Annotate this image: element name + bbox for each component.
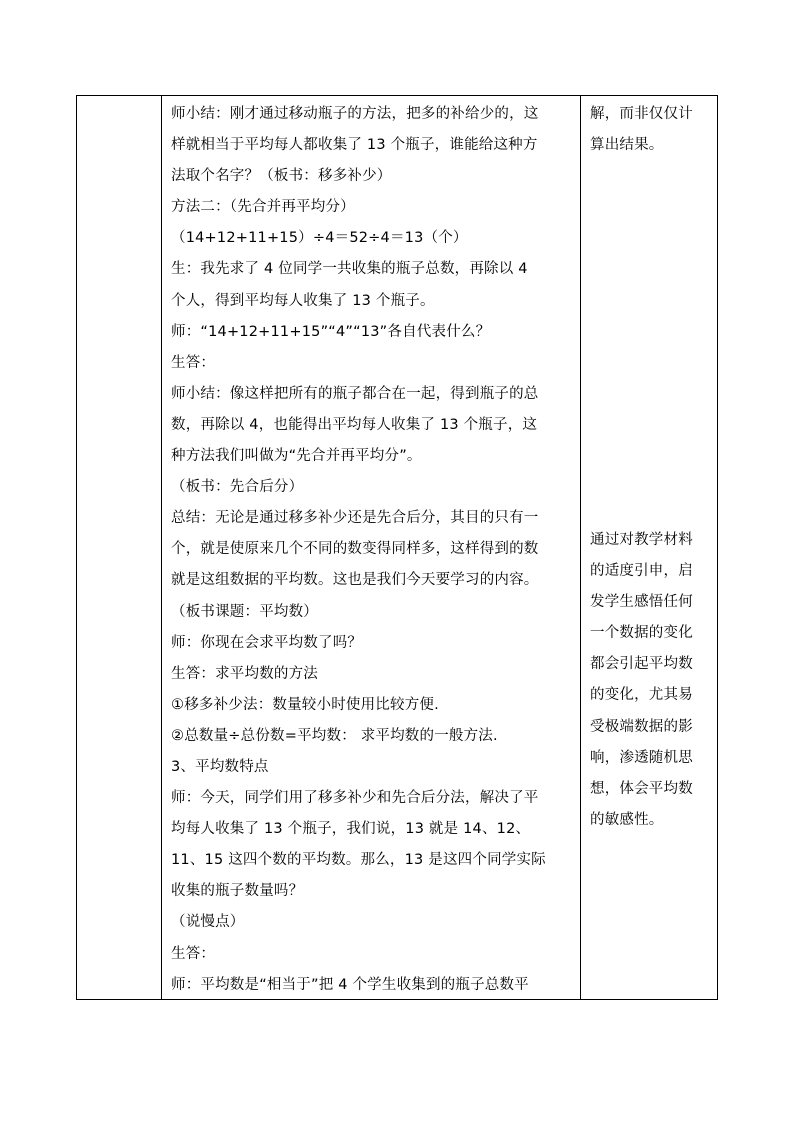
table-column-section — [77, 96, 162, 999]
design-note-top — [590, 99, 693, 161]
note-line: 受极端数据的影 — [590, 718, 693, 735]
note-line: 想，体会平均数 — [590, 780, 693, 797]
text-line: 收集的瓶子数量吗？ — [171, 883, 304, 900]
note-line: 通过对教学材料 — [590, 532, 693, 548]
text-line: ②总数量÷总份数=平均数： 求平均数的一般方法. — [171, 727, 498, 744]
text-line: 个，就是使原来几个不同的数变得同样多，这样得到的数 — [171, 541, 539, 558]
text-line: 生答：求平均数的方法 — [171, 665, 318, 682]
note-line: 都会引起平均数 — [590, 656, 693, 673]
text-line: 样就相当于平均每人都收集了 13 个瓶子，谁能给这种方 — [171, 137, 538, 154]
text-line: 师：今天，同学们用了移多补少和先合后分法，解决了平 — [171, 790, 539, 807]
table-column-teaching-process — [162, 96, 581, 999]
text-line: （说慢点） — [171, 914, 245, 931]
note-line: 算出结果。 — [590, 137, 664, 154]
text-line: 师小结：像这样把所有的瓶子都合在一起，得到瓶子的总 — [171, 385, 539, 402]
text-line: 方法二：（先合并再平均分） — [171, 199, 355, 216]
text-line: 师：你现在会求平均数了吗？ — [171, 634, 363, 651]
text-line: 数，再除以 4，也能得出平均每人收集了 13 个瓶子，这 — [171, 416, 538, 433]
design-note-middle — [590, 525, 693, 836]
note-line: 的适度引申，启 — [590, 563, 693, 580]
text-line: 生：我先求了 4 位同学一共收集的瓶子总数，再除以 4 — [171, 261, 528, 278]
note-line: 的敏感性。 — [590, 811, 664, 828]
note-line: 响，渗透随机思 — [590, 749, 693, 766]
text-line: 总结：无论是通过移多补少还是先合后分，其目的只有一 — [171, 510, 539, 527]
text-line: 师：“14+12+11+15”“4”“13”各自代表什么？ — [171, 323, 491, 340]
text-line: 法取个名字？（板书：移多补少） — [171, 168, 392, 185]
text-line: 个人，得到平均每人收集了 13 个瓶子。 — [171, 292, 435, 309]
text-line: 3、平均数特点 — [171, 758, 269, 775]
text-line: 师小结：刚才通过移动瓶子的方法，把多的补给少的，这 — [171, 106, 539, 122]
lesson-table — [76, 95, 718, 1000]
text-line: 11、15 这四个数的平均数。那么，13 是这四个同学实际 — [171, 852, 546, 869]
text-line: 均每人收集了 13 个瓶子，我们说，13 就是 14、12、 — [171, 821, 531, 838]
text-line: （14+12+11+15）÷4＝52÷4＝13（个） — [171, 230, 468, 247]
note-line: 发学生感悟任何 — [590, 594, 693, 611]
text-line: （板书课题：平均数） — [171, 603, 318, 620]
text-line: ①移多补少法：数量较小时使用比较方便. — [171, 696, 439, 713]
note-line: 一个数据的变化 — [590, 625, 693, 642]
text-line: （板书：先合后分） — [171, 479, 304, 496]
text-line: 种方法我们叫做为“先合并再平均分”。 — [171, 448, 422, 465]
text-line: 生答： — [171, 945, 216, 962]
table-column-design-intent — [581, 96, 717, 999]
text-line: 师：平均数是“相当于”把 4 个学生收集到的瓶子总数平 — [171, 976, 529, 993]
text-line: 生答： — [171, 354, 216, 371]
note-line: 的变化，尤其易 — [590, 687, 693, 704]
note-line: 解，而非仅仅计 — [590, 106, 693, 122]
text-line: 就是这组数据的平均数。这也是我们今天要学习的内容。 — [171, 572, 539, 589]
